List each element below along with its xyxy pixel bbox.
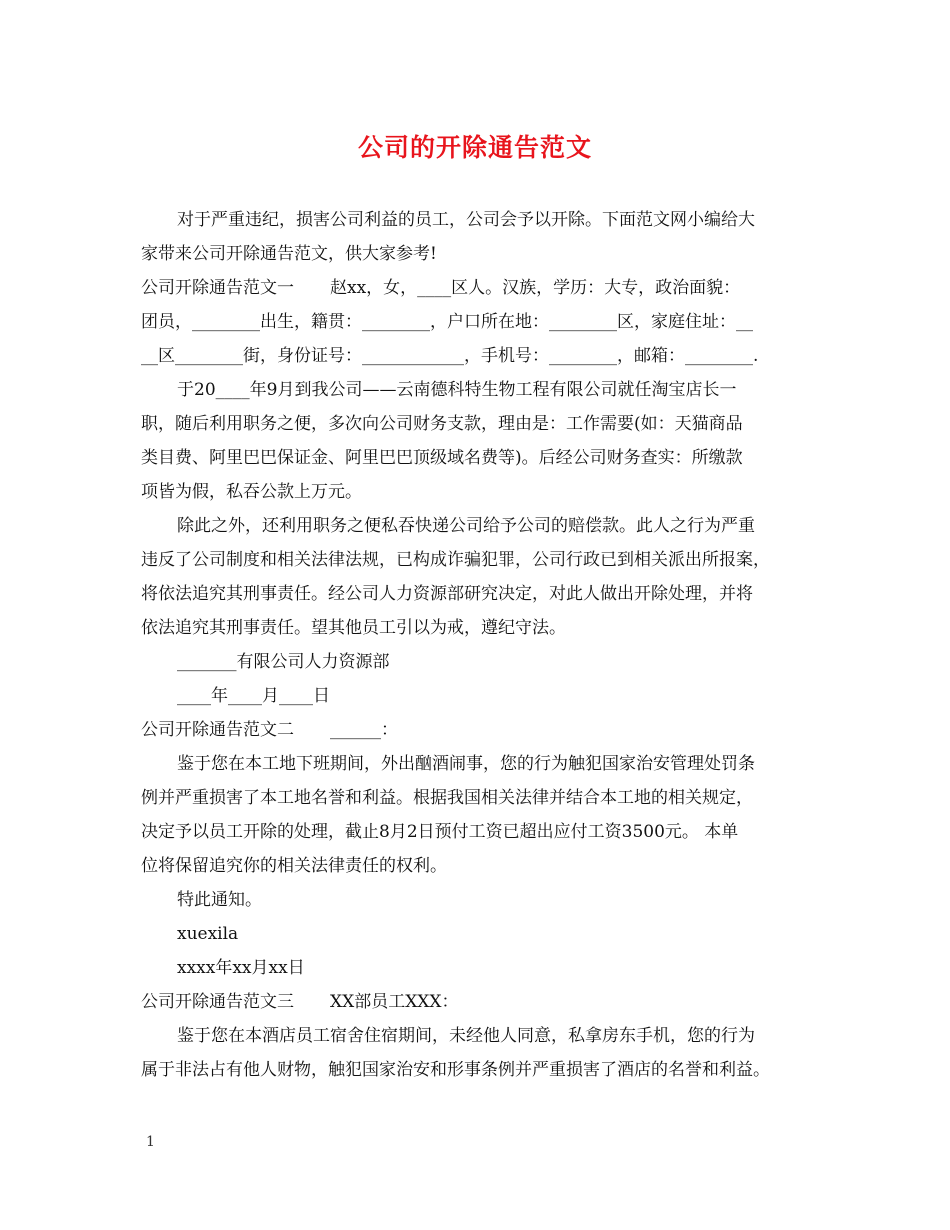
sample-one-line-4: 于20____年9月到我公司——云南德科特生物工程有限公司就任淘宝店长一	[177, 380, 737, 400]
sample-three-line-1: 鉴于您在本酒店员工宿舍住宿期间，未经他人同意，私拿房东手机，您的行为	[177, 1026, 755, 1046]
sample-one-heading-line	[141, 271, 813, 305]
sample-one-line-11: 依法追究其刑事责任。望其他员工引以为戒，遵纪守法。	[141, 618, 566, 638]
sample-two-line-4: 位将保留追究你的相关法律责任的权利。	[141, 856, 447, 876]
sample-one-line-6: 类目费、阿里巴巴保证金、阿里巴巴顶级域名费等)。后经公司财务查实：所缴款	[141, 448, 743, 468]
sample-two-salutation: ______：	[330, 720, 398, 740]
intro-line-2: 家带来公司开除通告范文，供大家参考!	[141, 244, 437, 264]
sample-one-signature: _______有限公司人力资源部	[177, 652, 390, 672]
sample-one-line-9: 违反了公司制度和相关法律法规，已构成诈骗犯罪，公司行政已到相关派出所报案，	[141, 550, 770, 570]
sample-three-line-2: 属于非法占有他人财物，触犯国家治安和形事条例并严重损害了酒店的名誉和利益。	[141, 1060, 770, 1080]
sample-one-line-10: 将依法追究其刑事责任。经公司人力资源部研究决定，对此人做出开除处理，并将	[141, 584, 753, 604]
sample-one-line-5: 职，随后利用职务之便，多次向公司财务支款，理由是：工作需要(如：天猫商品	[141, 414, 743, 434]
sample-one-date: ____年____月____日	[177, 686, 330, 706]
sample-one-line-2: 团员，________出生，籍贯：________，户口所在地：________区，家庭住址：__	[141, 312, 753, 332]
sample-two-heading-line	[141, 713, 813, 747]
sample-two-heading: 公司开除通告范文二	[141, 720, 294, 740]
sample-two-signature: xuexila	[177, 924, 239, 944]
document-title: 公司的开除通告范文	[357, 133, 592, 162]
sample-one-heading: 公司开除通告范文一	[141, 278, 294, 298]
document-body	[141, 203, 813, 1087]
sample-one-line-7: 项皆为假，私吞公款上万元。	[141, 482, 362, 502]
sample-two-date: xxxx年xx月xx日	[177, 958, 305, 978]
intro-line-1: 对于严重违纪，损害公司利益的员工，公司会予以开除。下面范文网小编给大	[177, 210, 755, 230]
sample-one-line-3: __区________街，身份证号：____________，手机号：________，邮箱：________.	[141, 346, 759, 366]
sample-three-heading-line	[141, 985, 813, 1019]
page-number: 1	[146, 1134, 155, 1150]
sample-three-salutation: XX部员工XXX：	[330, 992, 459, 1012]
sample-one-line-1: 赵xx，女，____区人。汉族，学历：大专，政治面貌：	[330, 278, 741, 298]
sample-two-notice: 特此通知。	[177, 890, 262, 910]
sample-two-line-1: 鉴于您在本工地下班期间，外出酗酒闹事，您的行为触犯国家治安管理处罚条	[177, 754, 755, 774]
sample-two-line-3: 决定予以员工开除的处理，截止8月2日预付工资已超出应付工资3500元。 本单	[141, 822, 739, 842]
sample-one-line-8: 除此之外，还利用职务之便私吞快递公司给予公司的赔偿款。此人之行为严重	[177, 516, 755, 536]
sample-three-heading: 公司开除通告范文三	[141, 992, 294, 1012]
sample-two-line-2: 例并严重损害了本工地名誉和利益。根据我国相关法律并结合本工地的相关规定，	[141, 788, 753, 808]
